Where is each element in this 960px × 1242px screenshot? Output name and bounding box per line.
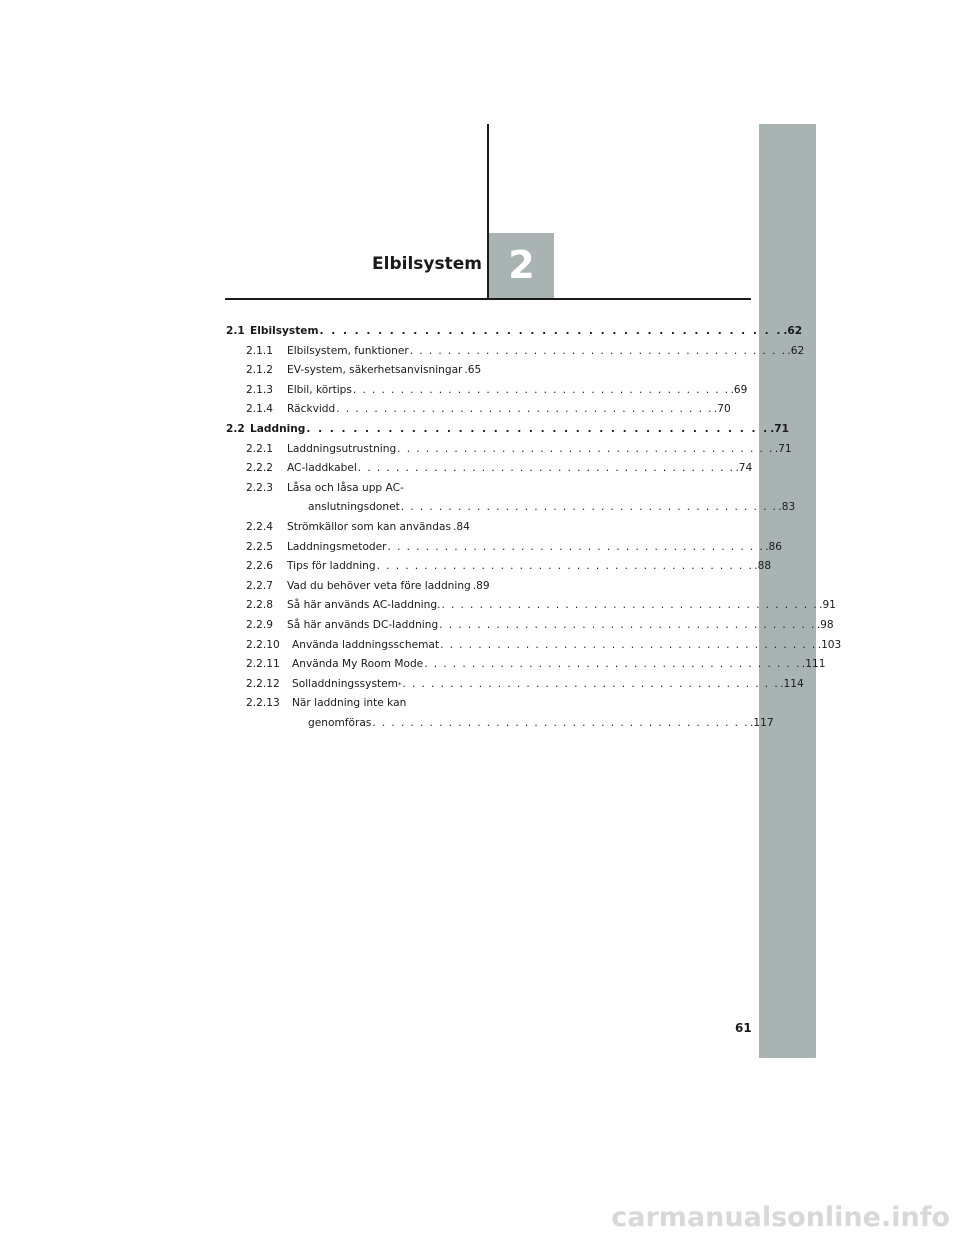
toc-entry-number: 2.2.13 — [246, 697, 280, 710]
toc-entry-page: .111 — [801, 658, 826, 671]
toc-entry[interactable] — [226, 655, 826, 675]
toc-entry-title: Laddningsmetoder — [287, 540, 387, 553]
page-number: 61 — [735, 1021, 752, 1035]
toc-dot-leader: . . . . . . . . . . . . . . . . . . . . . . . . . . . . . . . . . . . . . . . . — [387, 540, 765, 553]
toc-dot-leader: . . . . . . . . . . . . . . . . . . . . . . . . . . . . . . . . . . . . . . . . — [439, 618, 816, 631]
toc-entry-number: 2.2.4 — [246, 520, 273, 533]
toc-dot-leader: . . . . . . . . . . . . . . . . . . . . . . . . . . . . . . . . . . . . . . . . — [336, 403, 713, 416]
toc-entry-page: .62 — [783, 325, 803, 337]
toc-dot-leader: . . . . . . . . . . . . . . . . . . . . . . . . . . . . . . . . . . . . . . . . — [400, 501, 778, 514]
toc-entry[interactable] — [226, 400, 731, 420]
toc-entry-title: Laddning — [250, 422, 306, 435]
toc-entry[interactable] — [226, 675, 804, 695]
toc-entry[interactable] — [226, 498, 796, 518]
chapter-title: Elbilsystem — [372, 254, 482, 274]
toc-entry-page: .83 — [778, 501, 796, 514]
toc-entry-title: Så här används AC-laddning. — [287, 599, 441, 612]
toc-entry-title: Låsa och låsa upp AC- — [287, 481, 404, 494]
toc-entry-page: .84 — [452, 520, 470, 533]
toc-entry[interactable] — [226, 636, 842, 656]
toc-entry-page: .74 — [735, 462, 753, 475]
toc-entry[interactable] — [226, 557, 772, 577]
toc-entry-title: Solladdningssystem — [292, 677, 398, 690]
toc-entry[interactable] — [226, 714, 774, 734]
toc-entry-number: 2.2.2 — [246, 462, 273, 475]
toc-entry[interactable] — [226, 440, 792, 460]
toc-entry-page: .65 — [464, 364, 482, 377]
toc-entry-title: AC-laddkabel — [287, 462, 357, 475]
toc-entry[interactable] — [226, 361, 482, 381]
toc-entry-title: Så här används DC-laddning — [287, 618, 439, 631]
toc-entry-page: .117 — [749, 716, 774, 729]
header-horizontal-rule — [225, 298, 751, 300]
toc-entry-page: .91 — [819, 599, 836, 612]
toc-entry-number: 2.1.3 — [246, 383, 273, 396]
toc-entry-number: 2.2.10 — [246, 638, 280, 651]
toc-entry-number: 2.2 — [226, 422, 245, 435]
toc-entry-page: .71 — [770, 422, 789, 435]
toc-entry-number: 2.1.1 — [246, 344, 273, 357]
toc-entry-title: genomföras — [308, 716, 372, 729]
toc-entry-page: .88 — [754, 560, 772, 573]
toc-entry-title: Laddningsutrustning — [287, 442, 397, 455]
toc-entry[interactable] — [226, 538, 783, 558]
toc-entry-number: 2.1 — [226, 325, 245, 337]
toc-dot-leader: . . . . . . . . . . . . . . . . . . . . . . . . . . . . . . . . . . . . . . . . — [306, 422, 770, 435]
toc-dot-leader: . . . . . . . . . . . . . . . . . . . . . . . . . . . . . . . . . . . . . . . . — [424, 658, 801, 671]
toc-dot-leader: . . . . . . . . . . . . . . . . . . . . . . . . . . . . . . . . . . . . . . . . — [397, 442, 774, 455]
watermark: carmanualsonline.info — [611, 1202, 950, 1233]
toc-entry[interactable] — [226, 518, 468, 538]
toc-entry[interactable] — [226, 342, 805, 362]
toc-entry-page: .98 — [816, 618, 834, 631]
toc-entry-number: 2.2.11 — [246, 658, 280, 671]
toc-entry-title: EV-system, säkerhetsanvisningar — [287, 364, 463, 377]
toc-entry[interactable] — [226, 596, 836, 616]
toc-entry[interactable] — [226, 381, 748, 401]
toc-entry-title: Elbilsystem — [250, 325, 319, 337]
toc-entry[interactable] — [226, 459, 753, 479]
toc-entry-title: anslutningsdonet — [308, 501, 400, 514]
toc-entry-title: Tips för laddning — [287, 560, 376, 573]
toc-entry-page: .69 — [730, 383, 748, 396]
toc-dot-leader: . . . . . . . . . . . . . . . . . . . . . . . . . . . . . . . . . . . . . . . . — [357, 462, 735, 475]
toc-entry-page: .71 — [774, 442, 792, 455]
toc-entry-number: 2.2.7 — [246, 579, 273, 592]
toc-dot-leader: . . . . . . . . . . . . . . . . . . . . . . . . . . . . . . . . . . . . . . . . — [376, 560, 754, 573]
toc-entry-number: 2.2.1 — [246, 442, 273, 455]
toc-entry-page: .62 — [787, 344, 805, 357]
toc-entry-number: 2.2.3 — [246, 481, 273, 494]
footnote-marker: * — [397, 680, 402, 689]
toc-entry-title: Strömkällor som kan användas — [287, 520, 451, 533]
toc-entry-title: Vad du behöver veta före laddning — [287, 579, 471, 592]
toc-entry[interactable] — [226, 694, 468, 714]
toc-entry-title: När laddning inte kan — [292, 697, 407, 710]
toc-entry[interactable] — [226, 420, 789, 440]
toc-entry-title: Använda My Room Mode — [292, 658, 424, 671]
toc-entry-number: 2.2.9 — [246, 618, 273, 631]
toc-entry[interactable] — [226, 616, 834, 636]
toc-entry-number: 2.2.12 — [246, 677, 280, 690]
toc-entry-number: 2.2.8 — [246, 599, 273, 612]
toc-entry-page: .89 — [472, 579, 490, 592]
toc-entry[interactable] — [226, 577, 490, 597]
chapter-side-tab — [759, 124, 816, 1058]
toc-entry[interactable] — [226, 479, 468, 499]
toc-entry-page: .103 — [817, 638, 842, 651]
toc-dot-leader: . . . . . . . . . . . . . . . . . . . . . . . . . . . . . . . . . . . . . . . . — [319, 325, 783, 337]
table-of-contents — [226, 322, 842, 733]
toc-entry-page: .114 — [780, 677, 804, 690]
toc-entry-number: 2.2.5 — [246, 540, 273, 553]
toc-dot-leader: . . . . . . . . . . . . . . . . . . . . . . . . . . . . . . . . . . . . . . . . — [372, 716, 749, 729]
toc-entry-number: 2.2.6 — [246, 560, 273, 573]
toc-dot-leader: . . . . . . . . . . . . . . . . . . . . . . . . . . . . . . . . . . . . . . . . — [409, 344, 787, 357]
toc-entry-title: Använda laddningsschemat — [292, 638, 440, 651]
toc-dot-leader: . . . . . . . . . . . . . . . . . . . . . . . . . . . . . . . . . . . . . . . . — [352, 383, 730, 396]
toc-entry-title: Elbil, körtips — [287, 383, 352, 396]
toc-entry-page: .70 — [713, 403, 731, 416]
toc-entry-number: 2.1.4 — [246, 403, 273, 416]
chapter-number-badge: 2 — [489, 233, 554, 298]
toc-entry-number: 2.1.2 — [246, 364, 273, 377]
toc-entry-title: Elbilsystem, funktioner — [287, 344, 409, 357]
toc-entry-title: Räckvidd — [287, 403, 336, 416]
toc-dot-leader: . . . . . . . . . . . . . . . . . . . . . . . . . . . . . . . . . . . . . . . . — [402, 677, 780, 690]
toc-dot-leader: . . . . . . . . . . . . . . . . . . . . . . . . . . . . . . . . . . . . . . . . — [441, 599, 819, 612]
toc-dot-leader: . . . . . . . . . . . . . . . . . . . . . . . . . . . . . . . . . . . . . . . . — [440, 638, 817, 651]
toc-entry[interactable] — [226, 322, 803, 342]
toc-entry-page: .86 — [765, 540, 783, 553]
